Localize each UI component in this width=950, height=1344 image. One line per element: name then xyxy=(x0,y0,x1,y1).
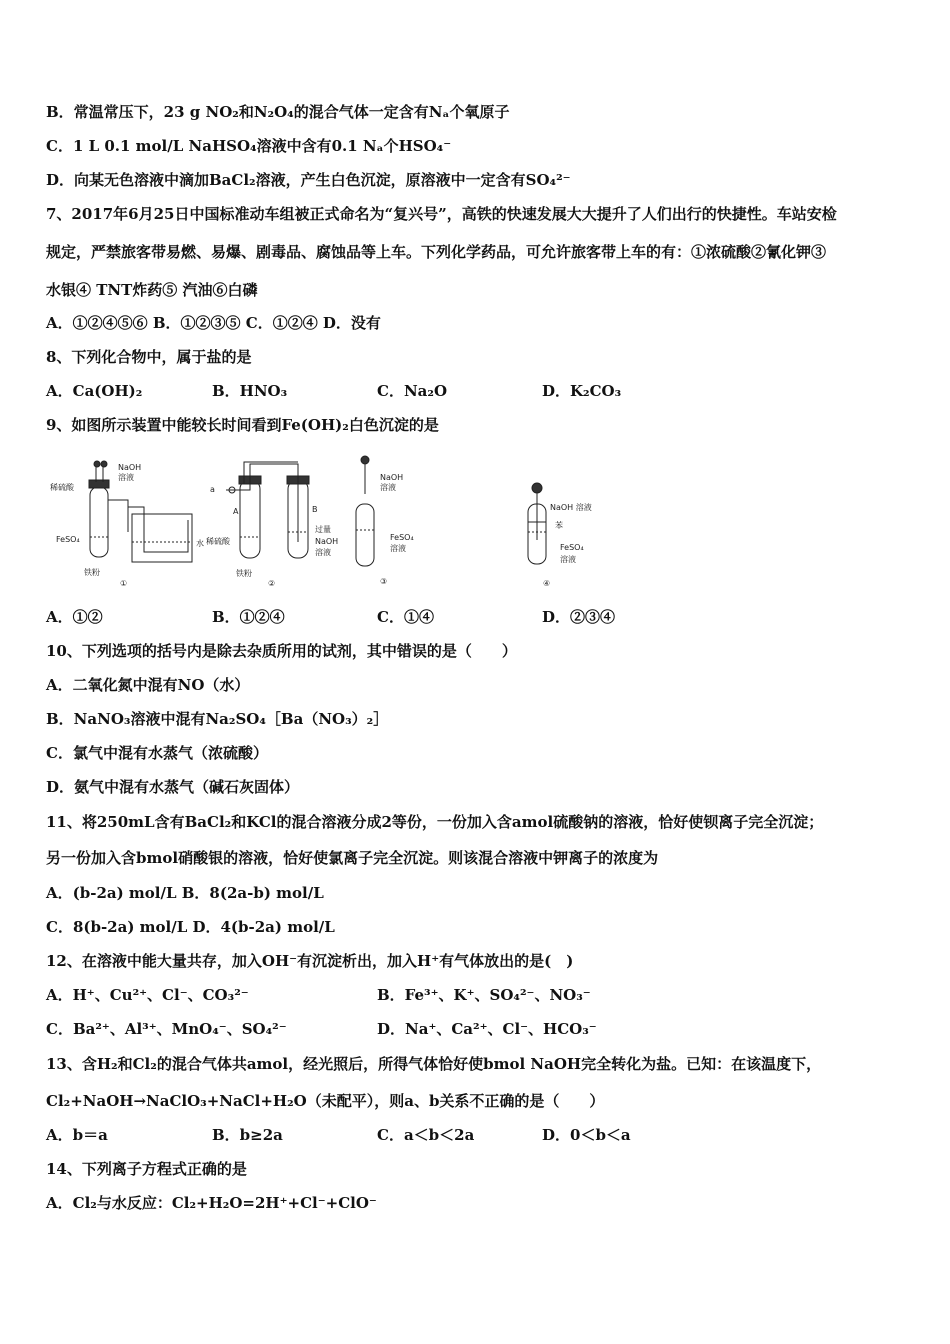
q6-option-b: B．常温常压下，23 g NO₂和N₂O₄的混合气体一定含有Nₐ个氧原子 xyxy=(46,103,510,121)
q12-stem: 12、在溶液中能大量共存，加入OH⁻有沉淀析出，加入H⁺有气体放出的是( ) xyxy=(46,952,574,970)
q10-option-b: B．NaNO₃溶液中混有Na₂SO₄［Ba（NO₃）₂］ xyxy=(46,710,389,728)
q7-stem-line-3: 水银④ TNT炸药⑤ 汽油⑥白磷 xyxy=(46,281,258,299)
apparatus-1-delivery-tube xyxy=(108,500,128,532)
q12-option-d: D．Na⁺、Ca²⁺、Cl⁻、HCO₃⁻ xyxy=(377,1020,597,1038)
apparatus-3-number: ③ xyxy=(380,577,388,586)
apparatus-1-naoh-label: NaOH xyxy=(118,463,142,472)
apparatus-3-naoh-label: NaOH xyxy=(380,473,404,482)
q8-option-d: D．K₂CO₃ xyxy=(542,382,622,400)
q9-option-c: C．①④ xyxy=(377,608,434,626)
q14-option-a: A．Cl₂与水反应：Cl₂+H₂O=2H⁺+Cl⁻+ClO⁻ xyxy=(46,1194,377,1212)
apparatus-4-number: ④ xyxy=(543,579,551,588)
apparatus-1-beaker xyxy=(132,514,192,562)
apparatus-2-B-label: B xyxy=(312,505,318,514)
apparatus-1-tube xyxy=(90,487,108,557)
q9-option-d: D．②③④ xyxy=(542,608,616,626)
q11-options-cd: C．8(b-2a) mol/L D．4(b-2a) mol/L xyxy=(46,918,335,936)
apparatus-4 xyxy=(528,483,546,564)
q13-stem-line-2: Cl₂+NaOH→NaClO₃+NaCl+H₂O（未配平），则a、b关系不正确的是（ ） xyxy=(46,1092,605,1110)
apparatus-3-solution-label: 溶液 xyxy=(380,483,396,492)
apparatus-1-water-label: 水 xyxy=(196,539,204,548)
q14-stem: 14、下列离子方程式正确的是 xyxy=(46,1160,247,1178)
q6-option-d: D．向某无色溶液中滴加BaCl₂溶液，产生白色沉淀，原溶液中一定含有SO₄²⁻ xyxy=(46,171,571,189)
apparatus-1-number: ① xyxy=(120,579,128,588)
q13-option-b: B．b≥2a xyxy=(212,1126,283,1144)
q7-options: A．①②④⑤⑥ B．①②③⑤ C．①②④ D．没有 xyxy=(46,314,381,332)
apparatus-4-benzene-label: 苯 xyxy=(555,521,563,530)
apparatus-4-solution-label: 溶液 xyxy=(560,555,576,564)
q12-option-a: A．H⁺、Cu²⁺、Cl⁻、CO₃²⁻ xyxy=(46,986,249,1004)
q11-stem-line-2: 另一份加入含bmol硝酸银的溶液，恰好使氯离子完全沉淀。则该混合溶液中钾离子的浓度为 xyxy=(46,849,659,867)
q9-option-a: A．①② xyxy=(46,608,103,626)
q10-stem: 10、下列选项的括号内是除去杂质所用的试剂，其中错误的是（ ） xyxy=(46,642,517,660)
q13-stem-line-1: 13、含H₂和Cl₂的混合气体共amol，经光照后，所得气体恰好使bmol NaOH完全转化为盐。已知：在该温度下， xyxy=(46,1055,822,1073)
apparatus-2-tube-a xyxy=(240,480,260,558)
apparatus-2-number: ② xyxy=(268,579,276,588)
q8-option-a: A．Ca(OH)₂ xyxy=(46,382,143,400)
apparatus-4-naoh-label: NaOH 溶液 xyxy=(550,503,592,512)
apparatus-1-acid-label: 稀硫酸 xyxy=(50,483,74,492)
apparatus-figure xyxy=(40,452,640,594)
q6-option-c: C．1 L 0.1 mol/L NaHSO₄溶液中含有0.1 Nₐ个HSO₄⁻ xyxy=(46,137,452,155)
apparatus-1-stopper xyxy=(89,480,109,488)
q12-option-b: B．Fe³⁺、K⁺、SO₄²⁻、NO₃⁻ xyxy=(377,986,591,1004)
q13-option-d: D．0＜b＜a xyxy=(542,1126,631,1144)
apparatus-1-solution-label: 溶液 xyxy=(118,473,134,482)
apparatus-2-acid-label: 稀硫酸 xyxy=(206,537,230,546)
q8-stem: 8、下列化合物中，属于盐的是 xyxy=(46,348,252,366)
apparatus-2-excess-label: 过量 xyxy=(315,525,331,534)
apparatus-3-feso4-label: FeSO₄ xyxy=(390,533,414,542)
q10-option-c: C．氯气中混有水蒸气（浓硫酸） xyxy=(46,744,268,762)
apparatus-4-feso4-label: FeSO₄ xyxy=(560,543,584,552)
q9-stem: 9、如图所示装置中能较长时间看到Fe(OH)₂白色沉淀的是 xyxy=(46,416,439,434)
apparatus-3-tube xyxy=(356,504,374,566)
apparatus-3 xyxy=(356,456,374,566)
q10-option-a: A．二氧化氮中混有NO（水） xyxy=(46,676,250,694)
q7-stem-line-2: 规定，严禁旅客带易燃、易爆、剧毒品、腐蚀品等上车。下列化学药品，可允许旅客带上车的有：①浓硫酸②氰化钾③ xyxy=(46,243,827,261)
q9-option-b: B．①②④ xyxy=(212,608,285,626)
q7-stem-line-1: 7、2017年6月25日中国标准动车组被正式命名为“复兴号”，高铁的快速发展大大提升了人们出行的快捷性。车站安检 xyxy=(46,205,837,223)
apparatus-3-dropper-bulb xyxy=(361,456,369,464)
q11-stem-line-1: 11、将250mL含有BaCl₂和KCl的混合溶液分成2等份，一份加入含amol硫酸钠的溶液，恰好使钡离子完全沉淀； xyxy=(46,813,824,831)
q10-option-d: D．氨气中混有水蒸气（碱石灰固体） xyxy=(46,778,300,796)
apparatus-2-iron-label: 铁粉 xyxy=(236,569,252,578)
q13-option-c: C．a＜b＜2a xyxy=(377,1126,475,1144)
apparatus-4-dropper-bulb xyxy=(532,483,542,493)
apparatus-2-a-label: a xyxy=(210,485,215,494)
apparatus-1-bulb-right xyxy=(101,461,107,467)
apparatus-2-A-label: A xyxy=(233,507,239,516)
apparatus-2-naoh-label: NaOH xyxy=(315,537,339,546)
q11-options-ab: A．(b-2a) mol/L B．8(2a-b) mol/L xyxy=(46,884,324,902)
q12-option-c: C．Ba²⁺、Al³⁺、MnO₄⁻、SO₄²⁻ xyxy=(46,1020,287,1038)
apparatus-2-solution-label: 溶液 xyxy=(315,548,331,557)
apparatus-1-feso4-label: FeSO₄ xyxy=(56,535,80,544)
q13-option-a: A．b＝a xyxy=(46,1126,108,1144)
apparatus-1-bulb-left xyxy=(94,461,100,467)
apparatus-1-iron-label: 铁粉 xyxy=(84,568,100,577)
q8-option-b: B．HNO₃ xyxy=(212,382,288,400)
apparatus-1 xyxy=(89,461,192,562)
q8-option-c: C．Na₂O xyxy=(377,382,448,400)
apparatus-3-solution2-label: 溶液 xyxy=(390,544,406,553)
